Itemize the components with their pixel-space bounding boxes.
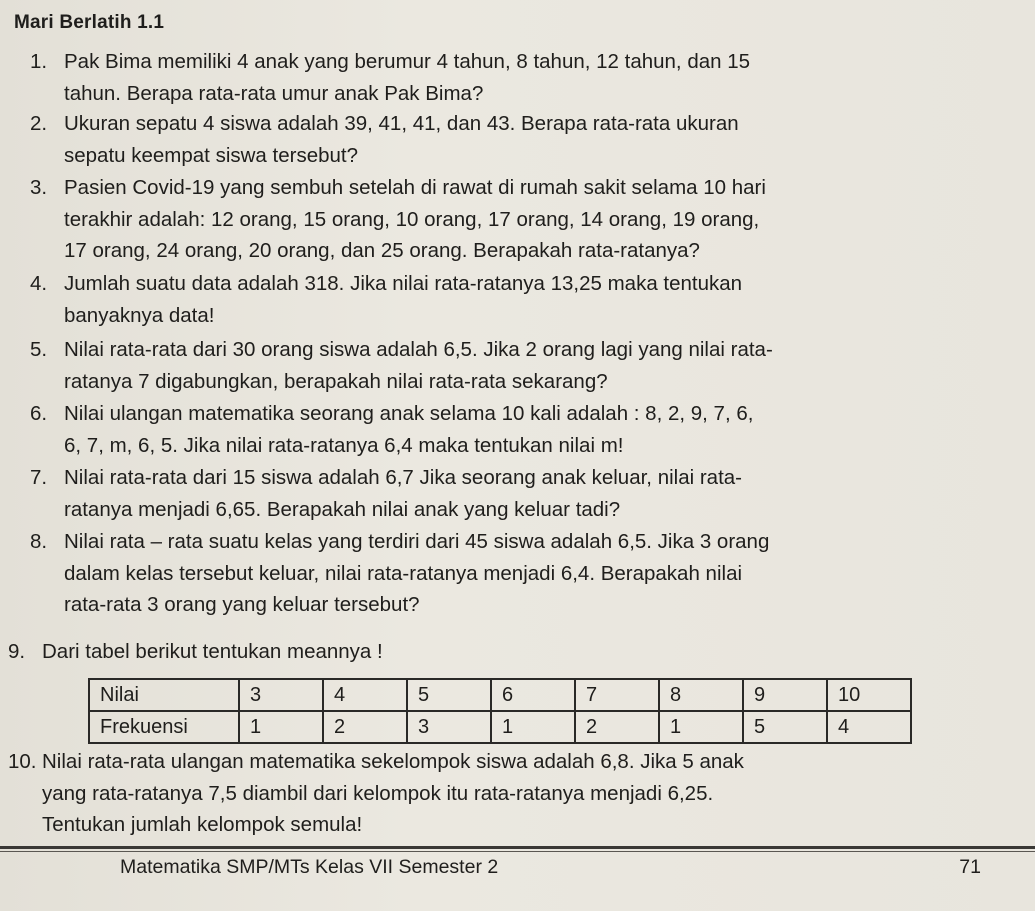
frequency-table xyxy=(88,678,912,744)
table-cell: 4 xyxy=(323,679,407,711)
question-number: 6. xyxy=(30,402,48,425)
table-cell: 2 xyxy=(323,711,407,743)
question-item xyxy=(30,268,1010,331)
question-line: 6, 7, m, 6, 5. Jika nilai rata-ratanya 6,4 maka tentukan nilai m! xyxy=(64,433,624,457)
question-line: Nilai ulangan matematika seorang anak selama 10 kali adalah : 8, 2, 9, 7, 6, xyxy=(64,402,754,425)
question-line: banyaknya data! xyxy=(64,303,215,327)
question-line: ratanya menjadi 6,65. Berapakah nilai anak yang keluar tadi? xyxy=(64,497,621,521)
table-cell: 4 xyxy=(827,711,911,743)
question-item xyxy=(8,636,708,668)
question-text xyxy=(64,108,1010,171)
question-line: rata-rata 3 orang yang keluar tersebut? xyxy=(64,593,420,616)
question-number: 2. xyxy=(30,112,48,135)
question-line: dalam kelas tersebut keluar, nilai rata-ratanya menjadi 6,4. Berapakah nilai xyxy=(64,561,743,585)
table-cell: 3 xyxy=(239,679,323,711)
page-number: 71 xyxy=(959,856,981,878)
question-line: tahun. Berapa rata-rata umur anak Pak Bima? xyxy=(64,81,484,105)
question-line: 17 orang, 24 orang, 20 orang, dan 25 orang. Berapakah rata-ratanya? xyxy=(64,239,700,262)
table-header-frekuensi: Frekuensi xyxy=(89,711,239,743)
question-line: Nilai rata-rata dari 30 orang siswa adalah 6,5. Jika 2 orang lagi yang nilai rata- xyxy=(64,338,773,361)
section-title: Mari Berlatih 1.1 xyxy=(14,12,165,33)
question-line: Tentukan jumlah kelompok semula! xyxy=(42,813,363,836)
question-item xyxy=(30,526,1010,621)
question-line: terakhir adalah: 12 orang, 15 orang, 10 orang, 17 orang, 14 orang, 19 orang, xyxy=(64,207,760,231)
question-line: yang rata-ratanya 7,5 diambil dari kelompok itu rata-ratanya menjadi 6,25. xyxy=(42,781,714,805)
question-text xyxy=(42,746,1008,841)
table-cell: 3 xyxy=(407,711,491,743)
question-item xyxy=(30,398,1010,461)
question-text xyxy=(64,46,1010,109)
footer-divider xyxy=(0,846,1035,849)
question-text xyxy=(64,526,1010,621)
question-text xyxy=(64,398,1010,461)
question-item xyxy=(30,46,1010,109)
question-number: 7. xyxy=(30,466,48,489)
question-line: Dari tabel berikut tentukan meannya ! xyxy=(42,640,383,663)
question-item xyxy=(30,108,1010,171)
question-number: 9. xyxy=(8,640,26,663)
table-cell: 1 xyxy=(659,711,743,743)
table-cell: 5 xyxy=(407,679,491,711)
table-cell: 8 xyxy=(659,679,743,711)
question-text xyxy=(42,636,708,668)
question-item xyxy=(8,746,1008,841)
table-row-frekuensi xyxy=(89,711,911,743)
question-line: sepatu keempat siswa tersebut? xyxy=(64,143,358,167)
table-cell: 10 xyxy=(827,679,911,711)
question-line: Pasien Covid-19 yang sembuh setelah di rawat di rumah sakit selama 10 hari xyxy=(64,176,766,199)
question-line: Ukuran sepatu 4 siswa adalah 39, 41, 41, dan 43. Berapa rata-rata ukuran xyxy=(64,112,739,135)
question-number: 3. xyxy=(30,176,48,199)
question-line: Nilai rata – rata suatu kelas yang terdiri dari 45 siswa adalah 6,5. Jika 3 orang xyxy=(64,530,770,553)
question-line: ratanya 7 digabungkan, berapakah nilai rata-rata sekarang? xyxy=(64,369,608,393)
question-line: Jumlah suatu data adalah 318. Jika nilai rata-ratanya 13,25 maka tentukan xyxy=(64,272,743,295)
table-cell: 9 xyxy=(743,679,827,711)
question-line: Pak Bima memiliki 4 anak yang berumur 4 tahun, 8 tahun, 12 tahun, dan 15 xyxy=(64,50,751,73)
question-text xyxy=(64,268,1010,331)
table-cell: 7 xyxy=(575,679,659,711)
table-cell: 5 xyxy=(743,711,827,743)
table-cell: 6 xyxy=(491,679,575,711)
question-number: 1. xyxy=(30,50,48,73)
question-line: Nilai rata-rata ulangan matematika sekelompok siswa adalah 6,8. Jika 5 anak xyxy=(42,750,744,773)
question-text xyxy=(64,334,1010,397)
question-line: Nilai rata-rata dari 15 siswa adalah 6,7 Jika seorang anak keluar, nilai rata- xyxy=(64,466,743,489)
question-number: 8. xyxy=(30,530,48,553)
table-cell: 2 xyxy=(575,711,659,743)
table-row-nilai xyxy=(89,679,911,711)
question-number: 5. xyxy=(30,338,48,361)
footer-divider-thin xyxy=(0,851,1035,852)
table-cell: 1 xyxy=(239,711,323,743)
question-number: 10. xyxy=(8,750,37,773)
question-item xyxy=(30,172,1010,267)
footer-book-title: Matematika SMP/MTs Kelas VII Semester 2 xyxy=(120,856,499,878)
question-text xyxy=(64,172,1010,267)
question-item xyxy=(30,334,1010,397)
question-text xyxy=(64,462,1010,525)
table-cell: 1 xyxy=(491,711,575,743)
question-number: 4. xyxy=(30,272,48,295)
question-item xyxy=(30,462,1010,525)
table-header-nilai: Nilai xyxy=(89,679,239,711)
